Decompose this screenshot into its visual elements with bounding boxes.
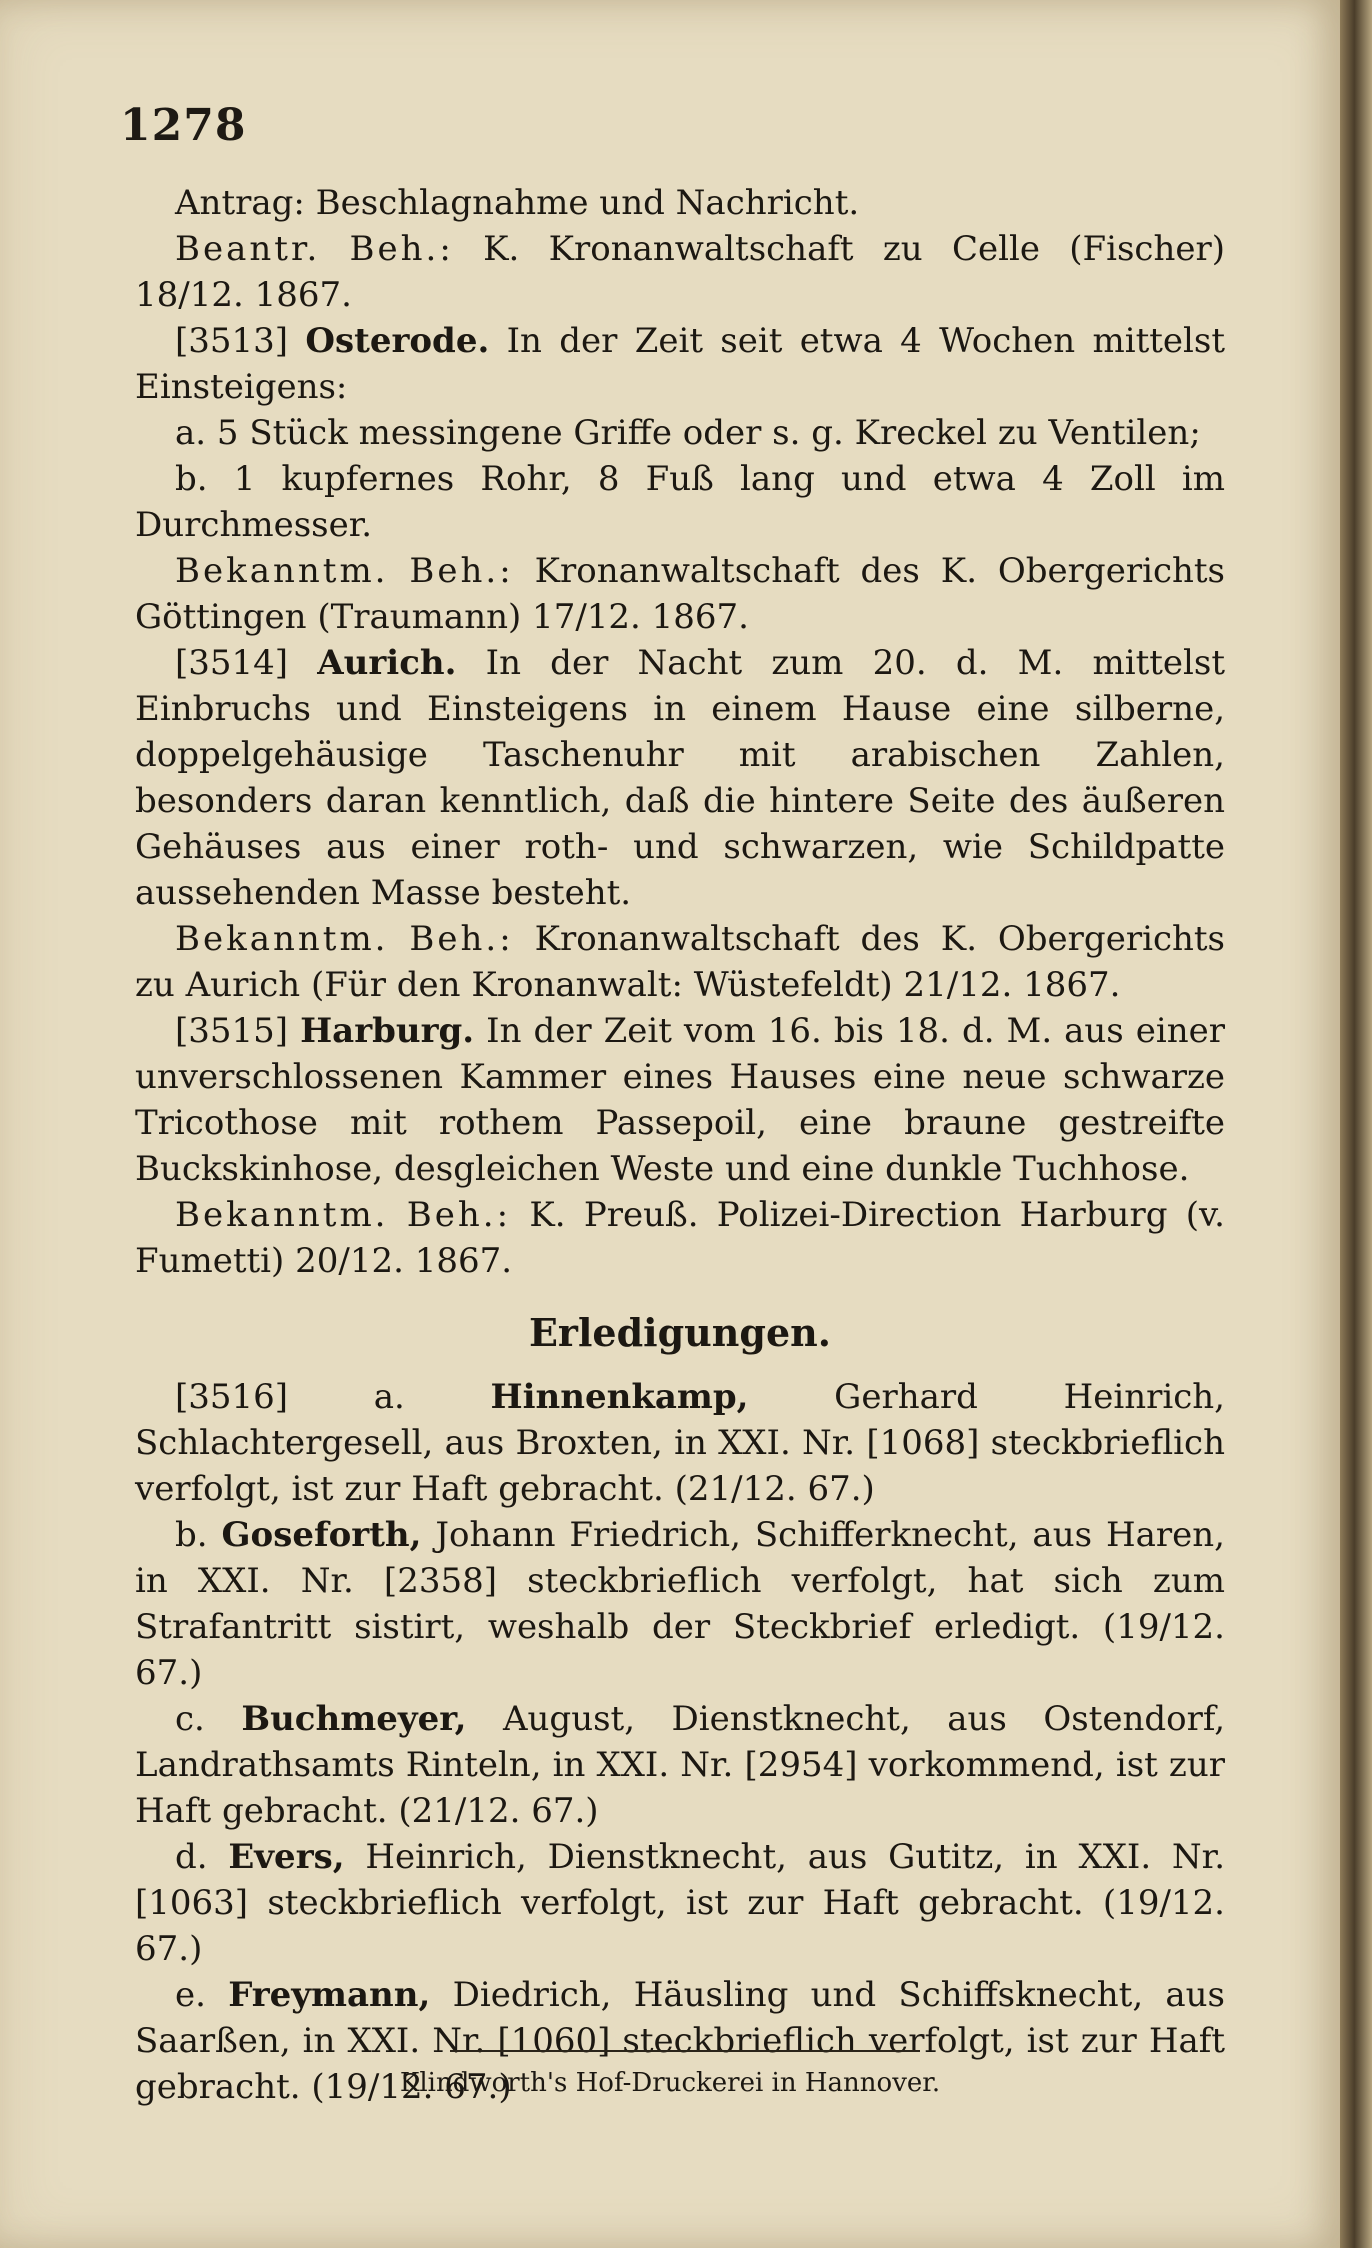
bekanntm-label: Bekanntm.	[175, 919, 389, 959]
item-letter: c.	[175, 1699, 205, 1739]
person-name: Freymann,	[228, 1975, 431, 2015]
beh-text: Kronanwaltschaft des K. Obergerichts Göttingen (Traumann) 17/12. 1867.	[135, 551, 1225, 637]
beh-text: Kronanwaltschaft des K. Obergerichts zu Aurich (Für den Kronanwalt: Wüstefeldt) 21/12. 1867.	[135, 919, 1225, 1005]
entry-text: In der Nacht zum 20. d. M. mittelst Einbruchs und Einsteigens in einem Hause eine silberne, doppelgehäusige Taschenuhr mit arabischen Zahlen, besonders daran kenntlich, daß die hintere Seite des äußeren Gehäuses aus einer roth- und schwarzen, wie Schildpatte aussehenden Masse besteht.	[135, 643, 1225, 913]
entry-3516-b	[135, 1512, 1225, 1696]
item-text: Diedrich, Häusling und Schiffsknecht, aus Saarßen, in XXI. Nr. [1060] steckbrieflich verfolgt, ist zur Haft gebracht. (19/12. 67.)	[135, 1975, 1226, 2107]
entry-3516-c	[135, 1696, 1225, 1834]
person-name: Goseforth,	[221, 1515, 422, 1555]
entry-3514	[135, 640, 1225, 916]
entry-ref: [3516]	[175, 1377, 289, 1417]
entry-3516-d	[135, 1834, 1225, 1972]
item-text: August, Dienstknecht, aus Ostendorf, Landrathsamts Rinteln, in XXI. Nr. [2954] vorkommend, ist zur Haft gebracht. (21/12. 67.)	[135, 1699, 1226, 1831]
person-name: Evers,	[228, 1837, 345, 1877]
page-body	[135, 180, 1225, 2110]
beh-label: Beh.:	[409, 919, 514, 959]
paragraph-antrag: Antrag: Beschlagnahme und Nachricht.	[175, 183, 860, 223]
entry-3515-bekanntm	[135, 1192, 1225, 1284]
bekanntm-label: Bekanntm.	[175, 551, 389, 591]
entry-3513-item-b: b. 1 kupfernes Rohr, 8 Fuß lang und etwa 4 Zoll im Durchmesser.	[135, 459, 1225, 545]
beh-label: Beh.:	[349, 229, 454, 269]
footer-rule	[450, 2050, 920, 2052]
book-binding-edge	[1340, 0, 1372, 2248]
beh-text: K. Preuß. Polizei-Direction Harburg (v. Fumetti) 20/12. 1867.	[135, 1195, 1225, 1281]
entry-ref: [3514]	[175, 643, 289, 683]
beantr-label: Beantr.	[175, 229, 321, 269]
entry-place: Harburg.	[300, 1011, 475, 1051]
beh-label: Beh.:	[406, 1195, 512, 1235]
printer-imprint: Klindworth's Hof-Druckerei in Hannover.	[399, 2068, 941, 2098]
entry-3515	[135, 1008, 1225, 1192]
item-text: Johann Friedrich, Schifferknecht, aus Haren, in XXI. Nr. [2358] steckbrieflich verfolgt, hat sich zum Strafantritt sistirt, weshalb der Steckbrief erledigt. (19/12. 67.)	[135, 1515, 1225, 1693]
entry-ref: [3513]	[175, 321, 289, 361]
entry-3513-bekanntm	[135, 548, 1225, 640]
page-number: 1278	[120, 100, 247, 151]
entry-place: Osterode.	[305, 321, 490, 361]
entry-text: In der Zeit vom 16. bis 18. d. M. aus einer unverschlossenen Kammer eines Hauses eine neue schwarze Tricothose mit rothem Passepoil, eine braune gestreifte Buckskinhose, desgleichen Weste und eine dunkle Tuchhose.	[135, 1011, 1226, 1189]
beh-label: Beh.:	[409, 551, 514, 591]
person-name: Buchmeyer,	[241, 1699, 467, 1739]
entry-text: In der Zeit seit etwa 4 Wochen mittelst Einsteigens:	[135, 321, 1225, 407]
entry-place: Aurich.	[317, 643, 457, 683]
beh-text: K. Kronanwaltschaft zu Celle (Fischer) 18/12. 1867.	[135, 229, 1225, 315]
item-text: Gerhard Heinrich, Schlachtergesell, aus Broxten, in XXI. Nr. [1068] steckbrieflich verfolgt, ist zur Haft gebracht. (21/12. 67.)	[135, 1377, 1225, 1509]
item-text: Heinrich, Dienstknecht, aus Gutitz, in XXI. Nr. [1063] steckbrieflich verfolgt, ist zur Haft gebracht. (19/12. 67.)	[135, 1837, 1226, 1969]
item-letter: b.	[175, 1515, 208, 1555]
item-letter: e.	[175, 1975, 206, 2015]
item-letter: a.	[373, 1377, 405, 1417]
item-letter: d.	[175, 1837, 208, 1877]
person-name: Hinnenkamp,	[490, 1377, 749, 1417]
paragraph-beantr	[135, 226, 1225, 318]
entry-3513-item-a: a. 5 Stück messingene Griffe oder s. g. Kreckel zu Ventilen;	[175, 413, 1201, 453]
entry-ref: [3515]	[175, 1011, 289, 1051]
entry-3513	[135, 318, 1225, 410]
bekanntm-label: Bekanntm.	[175, 1195, 389, 1235]
section-heading: Erledigungen.	[528, 1310, 832, 1355]
entry-3514-bekanntm	[135, 916, 1225, 1008]
entry-3516-a	[135, 1374, 1225, 1512]
